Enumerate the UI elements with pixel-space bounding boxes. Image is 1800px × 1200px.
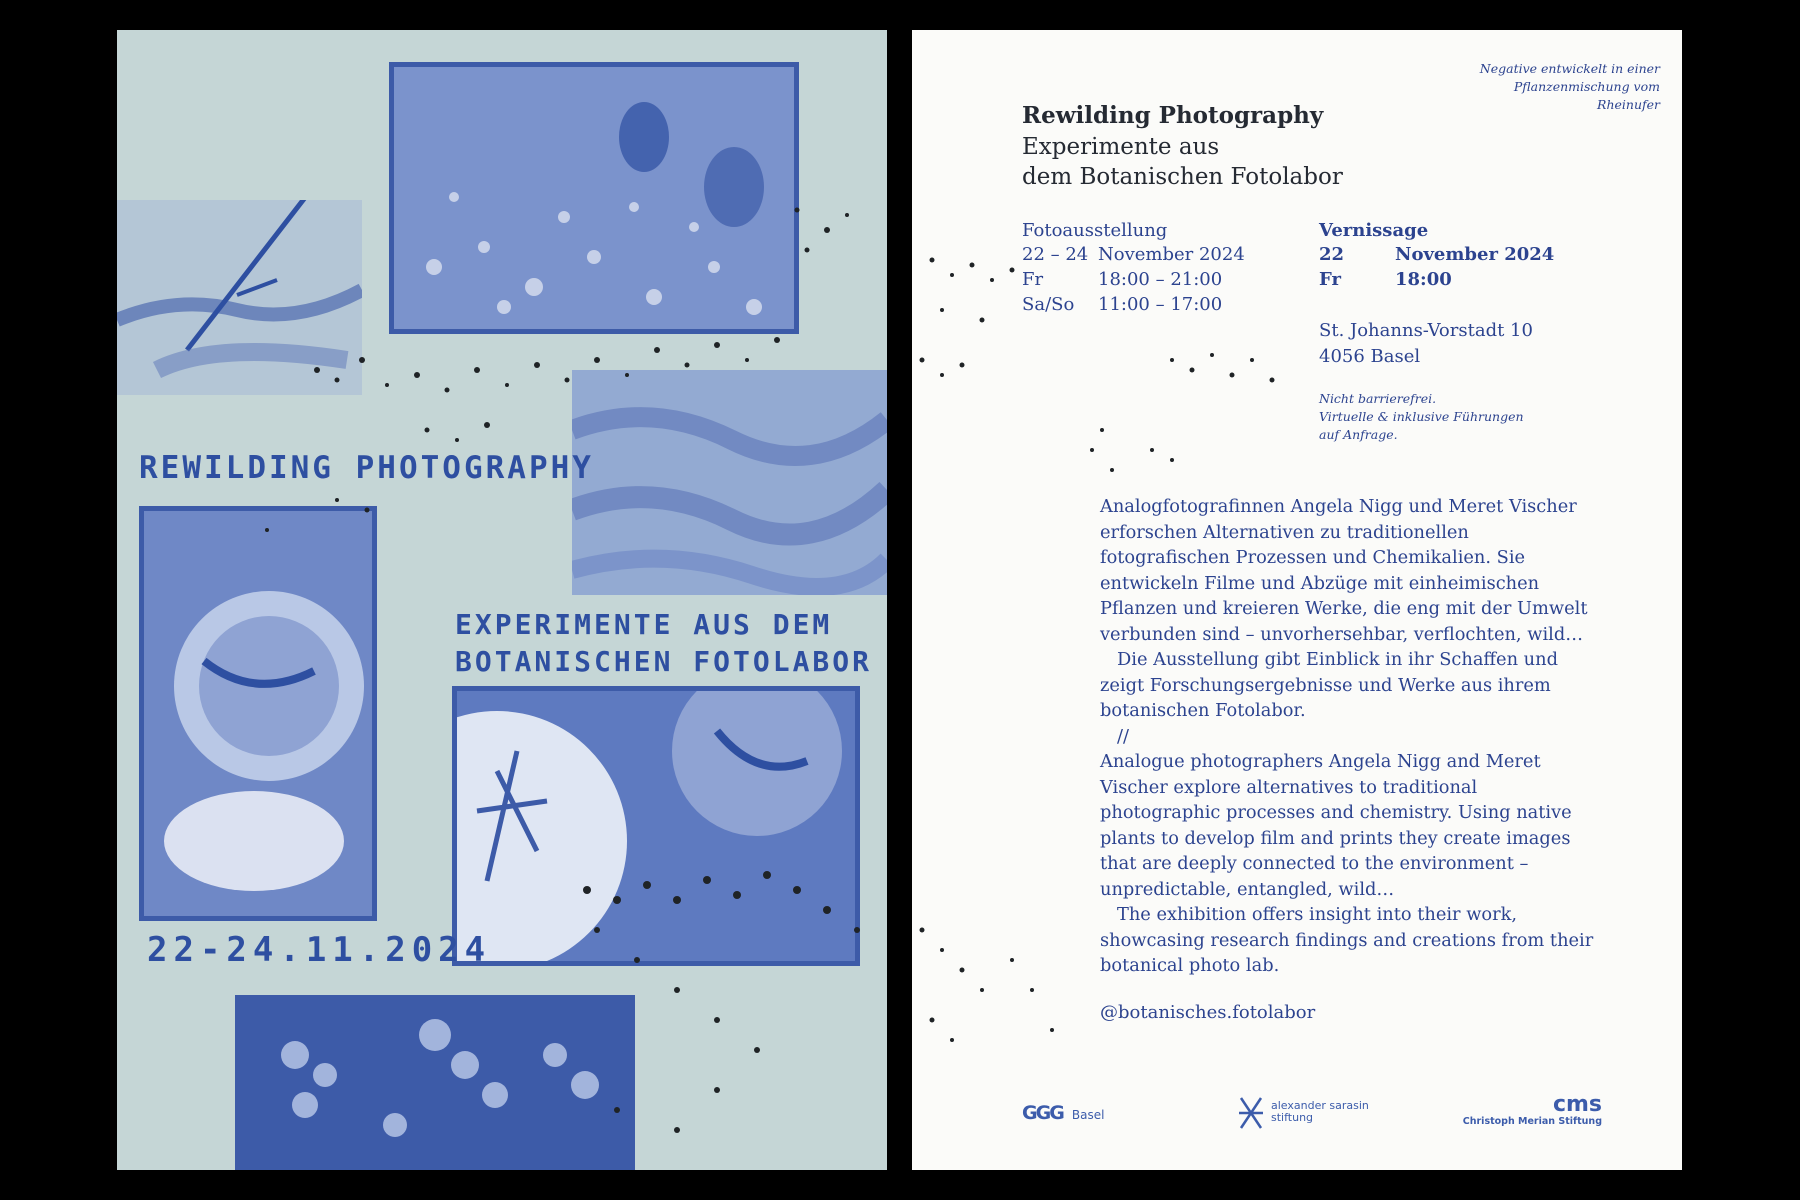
photo-ferns bbox=[235, 995, 635, 1170]
instagram-handle[interactable]: @botanisches.fotolabor bbox=[1100, 1002, 1316, 1023]
english-paragraph-2: The exhibition offers insight into their work, showcasing research findings and creations from their botanical photo lab. bbox=[1100, 904, 1594, 976]
exhibition-day: Fr bbox=[1022, 269, 1044, 290]
exhibition-time: 11:00 – 17:00 bbox=[1098, 294, 1223, 315]
photo-moss bbox=[572, 370, 887, 595]
access-line: Virtuelle & inklusive Führungen bbox=[1319, 409, 1524, 424]
exhibition-time: November 2024 bbox=[1098, 244, 1245, 265]
sarasin-text-line2: stiftung bbox=[1271, 1111, 1314, 1124]
vernissage-day: Fr bbox=[1319, 269, 1341, 290]
vernissage-time: 18:00 bbox=[1395, 269, 1452, 290]
vernissage-time: November 2024 bbox=[1395, 244, 1555, 265]
exhibition-label: Fotoausstellung bbox=[1022, 220, 1168, 241]
back-info-card bbox=[912, 30, 1682, 1170]
german-paragraph-1: Analogfotografinnen Angela Nigg und Meret Vischer erforschen Alternativen zu traditionellen fotografischen Prozessen und Chemikalien. Sie entwickeln Filme und Abzüge mit einheimischen Pflanzen und kreieren Werke, die eng mit der Umwelt verbunden sind – unvorhersehbar, verflochten, wild… bbox=[1100, 496, 1588, 645]
photo-field bbox=[389, 62, 799, 334]
front-subtitle-line1: EXPERIMENTE AUS DEM bbox=[455, 608, 833, 641]
vernissage-day: 22 bbox=[1319, 244, 1345, 265]
exhibition-day: 22 – 24 bbox=[1022, 244, 1089, 265]
ggg-mark: GGG bbox=[1022, 1102, 1063, 1124]
body-text bbox=[1100, 494, 1600, 979]
address-line1: St. Johanns-Vorstadt 10 bbox=[1319, 320, 1533, 341]
back-title: Rewilding Photography bbox=[1022, 102, 1324, 129]
sarasin-mark-icon bbox=[1237, 1096, 1265, 1130]
ggg-basel-logo bbox=[1022, 1102, 1104, 1124]
access-line: auf Anfrage. bbox=[1319, 427, 1398, 442]
front-date: 22-24.11.2024 bbox=[147, 930, 492, 970]
exhibition-day: Sa/So bbox=[1022, 294, 1075, 315]
cms-mark: cms bbox=[1552, 1092, 1602, 1117]
photo-branch bbox=[117, 200, 362, 395]
vernissage-label: Vernissage bbox=[1319, 220, 1429, 241]
access-line: Nicht barrierefrei. bbox=[1319, 391, 1437, 406]
sarasin-text-line1: alexander sarasin bbox=[1271, 1099, 1369, 1112]
german-paragraph-2: Die Ausstellung gibt Einblick in ihr Schaffen und zeigt Forschungsergebnisse und Werke aus ihrem botanischen Fotolabor. bbox=[1100, 649, 1558, 721]
front-title: REWILDING PHOTOGRAPHY bbox=[139, 450, 594, 486]
language-separator: // bbox=[1117, 725, 1129, 747]
exhibition-time: 18:00 – 21:00 bbox=[1098, 269, 1223, 290]
cms-logo bbox=[1463, 1094, 1602, 1127]
back-subtitle-line1: Experimente aus bbox=[1022, 134, 1220, 160]
back-note: Negative entwickelt in einer Pflanzenmischung vom Rheinufer bbox=[1479, 61, 1660, 112]
front-subtitle-line2: BOTANISCHEN FOTOLABOR bbox=[455, 645, 873, 678]
accessibility-note bbox=[1319, 390, 1559, 444]
ggg-text: Basel bbox=[1071, 1108, 1105, 1122]
english-paragraph-1: Analogue photographers Angela Nigg and Meret Vischer explore alternatives to traditional photographic processes and chemistry. Using native plants to develop film and prints they create images that are deeply connected to the environment – unpredictable, entangled, wild… bbox=[1100, 751, 1572, 900]
address-line2: 4056 Basel bbox=[1319, 346, 1421, 367]
photo-plates bbox=[452, 686, 860, 966]
back-subtitle-line2: dem Botanischen Fotolabor bbox=[1022, 164, 1343, 190]
front-poster bbox=[117, 30, 887, 1170]
cms-text: Christoph Merian Stiftung bbox=[1462, 1116, 1602, 1127]
photo-hands-bowl bbox=[139, 506, 377, 921]
